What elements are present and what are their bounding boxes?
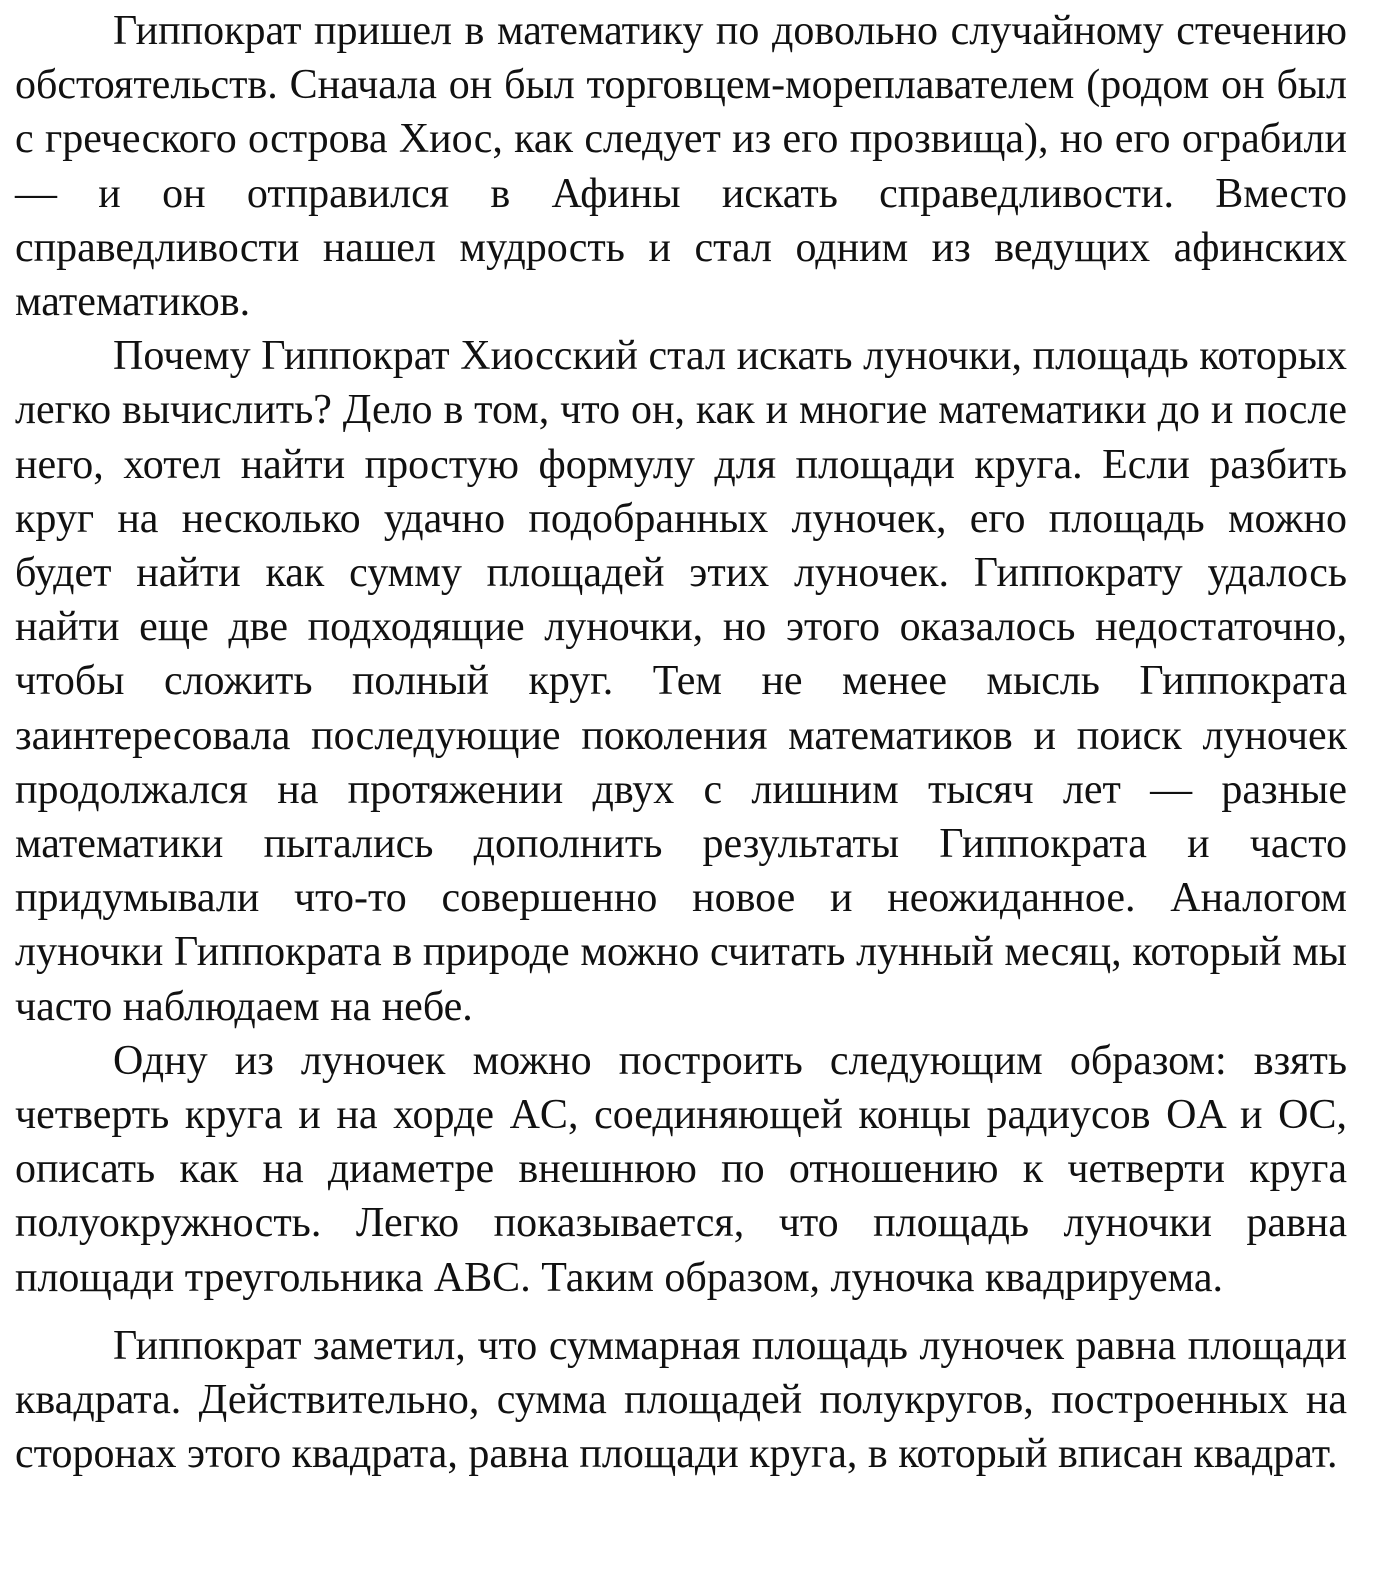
document-page	[15, 4, 1347, 1481]
paragraph-lunes-search: Почему Гиппократ Хиосский стал искать луночки, площадь которых легко вычислить? Дело в том, что он, как и многие математики до и после него, хотел найти простую формулу для площади круга. Если разбить круг на несколько удачно подобранных луночек, его площадь можно будет найти как сумму площадей этих луночек. Гиппократу удалось найти еще две подходящие луночки, но этого оказалось недостаточно, чтобы сложить полный круг. Тем не менее мысль Гиппократа заинтересовала последующие поколения математиков и поиск луночек продолжался на протяжении двух с лишним тысяч лет — разные математики пытались дополнить результаты Гиппократа и часто придумывали что-то совершенно новое и неожиданное. Аналогом луночки Гиппократа в природе можно считать лунный месяц, который мы часто наблюдаем на небе.	[15, 333, 1347, 1030]
paragraph-lunes-square-area: Гиппократ заметил, что суммарная площадь луночек равна площади квадрата. Действительно, сумма площадей полукругов, построенных на сторонах этого квадрата, равна площади круга, в который вписан квадрат.	[15, 1322, 1347, 1478]
paragraph-hippocrates-biography: Гиппократ пришел в математику по довольно случайному стечению обстоятельств. Сначала он был торговцем-мореплавателем (родом он был с греческого острова Хиос, как следует из его прозвища), но его ограбили — и он отправился в Афины искать справедливости. Вместо справедливости нашел мудрость и стал одним из ведущих афинских математиков.	[15, 8, 1347, 326]
paragraph-lune-construction: Одну из луночек можно построить следующим образом: взять четверть круга и на хорде AC, соединяющей концы радиусов OA и OC, описать как на диаметре внешнюю по отношению к четверти круга полуокружность. Легко показывается, что площадь луночки равна площади треугольника ABC. Таким образом, луночка квадрируема.	[15, 1037, 1347, 1301]
